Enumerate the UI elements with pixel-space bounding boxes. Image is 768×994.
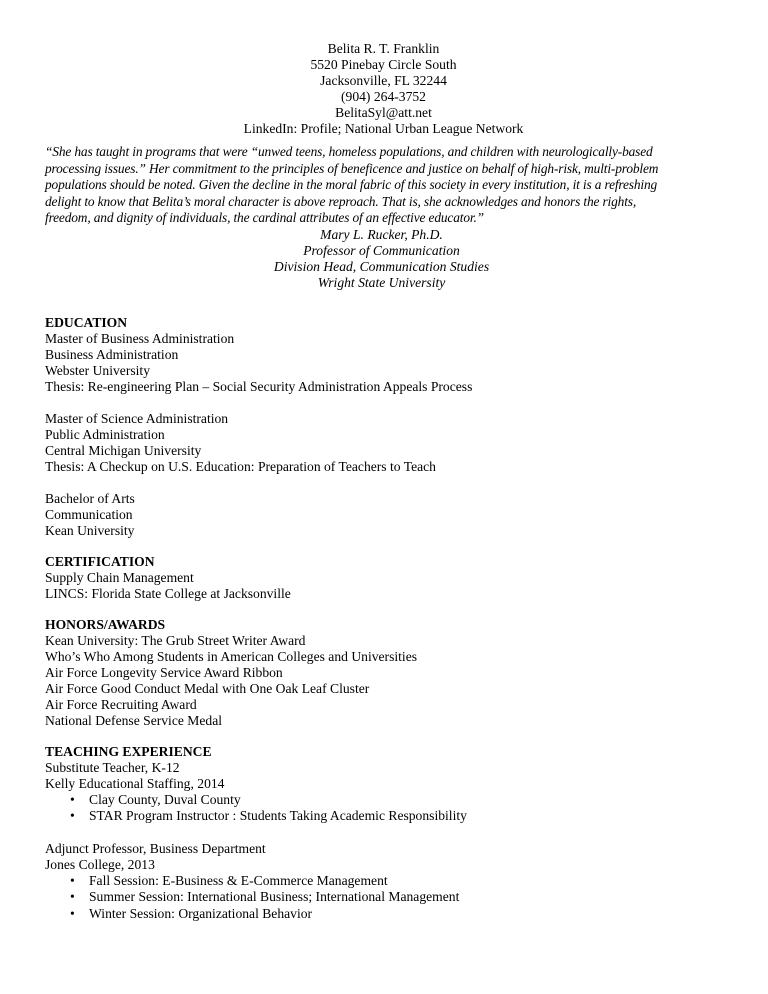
attribution-title-1: Professor of Communication bbox=[303, 242, 460, 258]
honors-heading: HONORS/AWARDS bbox=[45, 616, 166, 632]
address-line-1: 5520 Pinebay Circle South bbox=[310, 57, 457, 72]
duty-text: Winter Session: Organizational Behavior bbox=[89, 905, 313, 921]
degree-line: Master of Science Administration bbox=[45, 410, 229, 426]
duty-text: Clay County, Duval County bbox=[89, 791, 241, 807]
award-line: Kean University: The Grub Street Writer Award bbox=[45, 632, 306, 648]
certification-line: Supply Chain Management bbox=[45, 569, 194, 585]
education-section bbox=[45, 315, 728, 539]
teaching-section bbox=[45, 744, 728, 923]
degree-block bbox=[45, 331, 728, 395]
bullet-icon: • bbox=[70, 889, 75, 905]
phone-number: (904) 264-3752 bbox=[341, 89, 426, 104]
applicant-name: Belita R. T. Franklin bbox=[327, 41, 440, 56]
degree-line: Thesis: Re-engineering Plan – Social Security Administration Appeals Process bbox=[45, 378, 473, 394]
award-line: Air Force Good Conduct Medal with One Oak Leaf Cluster bbox=[45, 680, 370, 696]
certification-line: LINCS: Florida State College at Jacksonville bbox=[45, 585, 291, 601]
certification-section bbox=[45, 554, 728, 602]
bullet-icon: • bbox=[70, 905, 75, 921]
email-address: BelitaSyl@att.net bbox=[335, 105, 432, 120]
duty-text: Fall Session: E-Business & E-Commerce Management bbox=[89, 872, 388, 888]
degree-line: Bachelor of Arts bbox=[45, 490, 135, 506]
degree-line: Public Administration bbox=[45, 426, 165, 442]
list-item bbox=[70, 873, 728, 890]
quote-line: processing issues.” Her commitment to the principles of beneficence and justice on behalf of high-risk, multi-problem bbox=[45, 160, 659, 176]
job-title: Adjunct Professor, Business Department bbox=[45, 840, 266, 856]
job-duties-list bbox=[45, 792, 728, 825]
attribution-title-2: Division Head, Communication Studies bbox=[273, 259, 490, 275]
bullet-icon: • bbox=[70, 808, 75, 824]
quote-line: delight to know that Belita’s moral character is above reproach. That is, she acknowledges and honors the rights, bbox=[45, 193, 637, 209]
degree-block bbox=[45, 491, 728, 539]
award-line: Air Force Longevity Service Award Ribbon bbox=[45, 664, 283, 680]
quote-line: “She has taught in programs that were “unwed teens, homeless populations, and children with neurologically-based bbox=[45, 144, 653, 159]
award-line: Air Force Recruiting Award bbox=[45, 696, 197, 712]
degree-line: Central Michigan University bbox=[45, 442, 202, 458]
teaching-heading: TEACHING EXPERIENCE bbox=[45, 743, 212, 759]
quote-line: populations should be noted. Given the decline in the moral fabric of this society in every institution, it is a refreshing bbox=[45, 177, 658, 192]
job-block bbox=[45, 841, 728, 923]
list-item bbox=[70, 906, 728, 923]
job-employer: Jones College, 2013 bbox=[45, 856, 155, 872]
job-title: Substitute Teacher, K-12 bbox=[45, 759, 180, 775]
degree-line: Thesis: A Checkup on U.S. Education: Preparation of Teachers to Teach bbox=[45, 458, 436, 474]
testimonial-quote bbox=[45, 144, 728, 227]
degree-line: Master of Business Administration bbox=[45, 330, 235, 346]
list-item bbox=[70, 792, 728, 809]
attribution-institution: Wright State University bbox=[317, 275, 446, 291]
duty-text: Summer Session: International Business; International Management bbox=[89, 889, 460, 905]
degree-block bbox=[45, 411, 728, 475]
degree-line: Business Administration bbox=[45, 346, 179, 362]
certification-heading: CERTIFICATION bbox=[45, 553, 155, 569]
honors-section bbox=[45, 617, 728, 729]
job-block bbox=[45, 760, 728, 825]
attribution-author: Mary L. Rucker, Ph.D. bbox=[320, 226, 443, 242]
degree-line: Webster University bbox=[45, 362, 150, 378]
job-duties-list bbox=[45, 873, 728, 923]
bullet-icon: • bbox=[70, 872, 75, 888]
degree-line: Communication bbox=[45, 506, 133, 522]
contact-header bbox=[39, 41, 728, 137]
list-item bbox=[70, 889, 728, 906]
linkedin-line: LinkedIn: Profile; National Urban League Network bbox=[243, 121, 524, 136]
address-line-2: Jacksonville, FL 32244 bbox=[320, 73, 447, 88]
award-line: Who’s Who Among Students in American Colleges and Universities bbox=[45, 648, 418, 664]
quote-attribution bbox=[35, 227, 728, 292]
duty-text: STAR Program Instructor : Students Taking Academic Responsibility bbox=[89, 808, 467, 824]
degree-line: Kean University bbox=[45, 522, 135, 538]
quote-line: freedom, and dignity of individuals, the cardinal attributes of an effective educator.” bbox=[45, 210, 484, 225]
education-heading: EDUCATION bbox=[45, 314, 128, 330]
job-employer: Kelly Educational Staffing, 2014 bbox=[45, 775, 225, 791]
bullet-icon: • bbox=[70, 791, 75, 807]
award-line: National Defense Service Medal bbox=[45, 712, 223, 728]
list-item bbox=[70, 808, 728, 825]
